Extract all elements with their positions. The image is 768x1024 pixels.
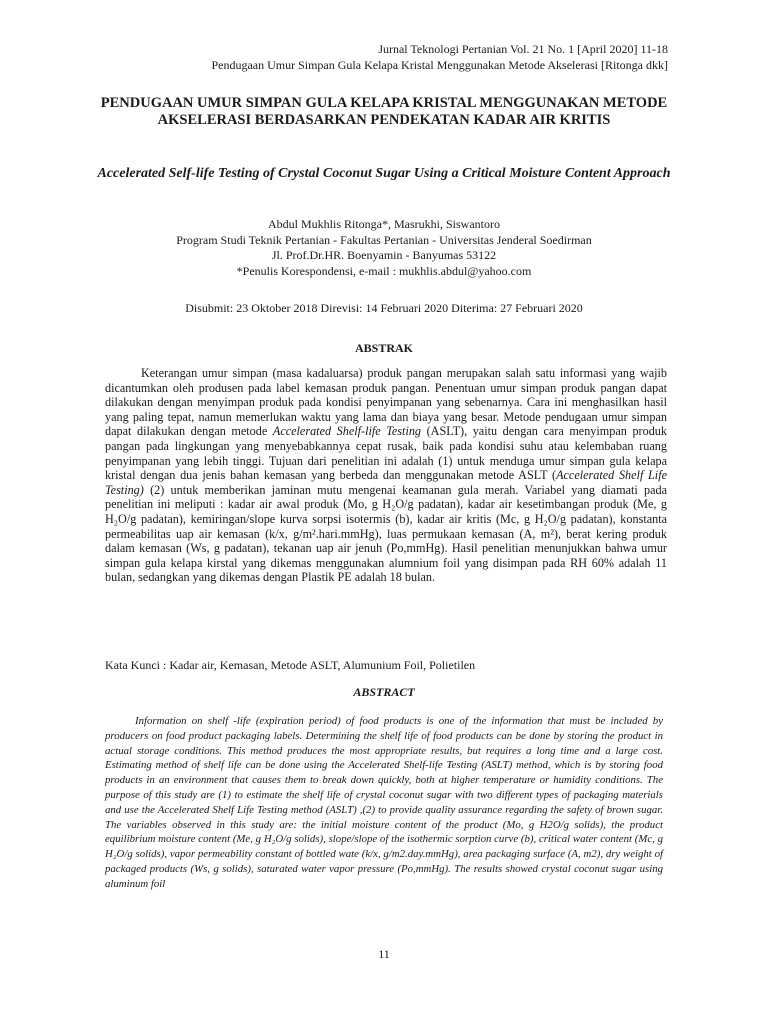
abstrak-text-3: (2) untuk memberikan jaminan mutu mengenai keamanan gula merah. Variabel yang diamati pada penelitian ini meliputi : kadar air awal produk (Mo, g H₂O/g padatan), kadar air kesetimbangan produk (Me, g H₂O/g padatan), kemiringan/slope kurva sorpsi isotermis (b), kadar air kritis (Mc, g H₂O/g padatan), konstanta permeabilitas uap air kemasan (k/x, g/m².hari.mmHg), luas permukaan kemasan (A, m²), berat kering produk dalam kemasan (Ws, g padatan), tekanan uap air jenuh (Po,mmHg). Hasil penelitian menunjukkan bahwa umur simpan gula kelapa kirstal yang dikemas menggunakan alumnium foil yang disimpan pada RH 60% adalah 11 bulan, sedangkan yang dikemas dengan Plastik PE adalah 18 bulan. bbox=[105, 482, 667, 585]
author-affiliation: Program Studi Teknik Pertanian - Fakultas Pertanian - Universitas Jenderal Soedirman bbox=[176, 232, 592, 247]
abstrak-italic-1: Accelerated Shelf-life Testing bbox=[272, 424, 422, 439]
abstrak-italic-2: Accelerated Shelf Life Testing) bbox=[105, 468, 667, 497]
abstrak-text-1: Keterangan umur simpan (masa kadaluarsa) produk pangan merupakan salah satu informasi yang wajib dicantumkan oleh produsen pada label kemasan produk pangan. Penentuan umur simpan produk pangan dapat dilakukan dengan menyimpan produk pada kondisi penyimpanan yang sebenarnya. Cara ini menghasilkan hasil yang paling tepat, namun memerlukan waktu yang lama dan biaya yang besar. Metode pendugaan umur simpan dapat dilakukan dengan metode bbox=[105, 366, 667, 439]
abstrak-heading: ABSTRAK bbox=[354, 341, 413, 355]
abstract-body: Information on shelf -life (expiration period) of food products is one of the information that must be included by producers on food product packaging labels. Determining the shelf life of food products can be done by storing the product in actual storage conditions. This method produces the most appropriate results, but requires a long time and a large cost. Estimating method of shelf life can be done using the Accelerated Shelf-life Testing (ASLT) method, which is by storing food products in an environment that causes them to break down quickly, both at higher temperature or humidity conditions. The purpose of this study are (1) to estimate the shelf life of crystal coconut sugar with two different types of packaging materials and use the Accelerated Shelf Life Testing method (ASLT) ,(2) to provide quality assurance regarding the safety of brown sugar. The variables observed in this study are: the initial moisture content of the product (Mo, g H2O/g solids), the product equilibrium moisture content (Me, g H₂O/g solids), slope/slope of the isothermic sorption curve (b), critical water content (Mc, g H₂O/g solids), vapor permeability constant of bottled wate (k/x, g/m2.day.mmHg), area packaging surface (A, m2), dry weight of packaged products (Ws, g solids), saturated water vapor pressure (Po,mmHg). The results showed crystal coconut sugar using aluminum foil bbox=[105, 715, 663, 890]
running-title: Pendugaan Umur Simpan Gula Kelapa Kristal Menggunakan Metode Akselerasi [Ritonga dkk] bbox=[211, 58, 668, 72]
paper-title: PENDUGAAN UMUR SIMPAN GULA KELAPA KRISTAL MENGGUNAKAN METODE AKSELERASI BERDASARKAN PENDEKATAN KADAR AIR KRITIS bbox=[100, 95, 668, 128]
abstrak-text-2: (ASLT), yaitu dengan cara menyimpan produk pangan pada lingkungan yang menyebabkannya cepat rusak, baik pada kondisi suhu atau kelembaban ruang penyimpanan yang lebih tinggi. Tujuan dari penelitian ini adalah (1) untuk menduga umur simpan gula kelapa kristal dengan dua jenis bahan kemasan yang berbeda dan menggunakan metode ASLT ( bbox=[105, 424, 667, 483]
kata-kunci: Kata Kunci : Kadar air, Kemasan, Metode ASLT, Alumunium Foil, Polietilen bbox=[105, 658, 476, 672]
author-block bbox=[80, 217, 688, 279]
author-correspondence: *Penulis Korespondensi, e-mail : mukhlis.abdul@yahoo.com bbox=[236, 263, 532, 278]
journal-header: Jurnal Teknologi Pertanian Vol. 21 No. 1 [April 2020] 11-18 bbox=[378, 42, 668, 56]
page-number: 11 bbox=[378, 947, 390, 961]
abstrak-body bbox=[105, 366, 667, 585]
abstract-heading: ABSTRACT bbox=[353, 685, 415, 699]
submission-dates: Disubmit: 23 Oktober 2018 Direvisi: 14 Februari 2020 Diterima: 27 Februari 2020 bbox=[185, 301, 583, 315]
author-address: Jl. Prof.Dr.HR. Boenyamin - Banyumas 53122 bbox=[271, 248, 497, 263]
author-names: Abdul Mukhlis Ritonga*, Masrukhi, Siswantoro bbox=[267, 217, 500, 231]
paper-subtitle: Accelerated Self-life Testing of Crystal Coconut Sugar Using a Critical Moisture Content Approach bbox=[97, 166, 671, 181]
